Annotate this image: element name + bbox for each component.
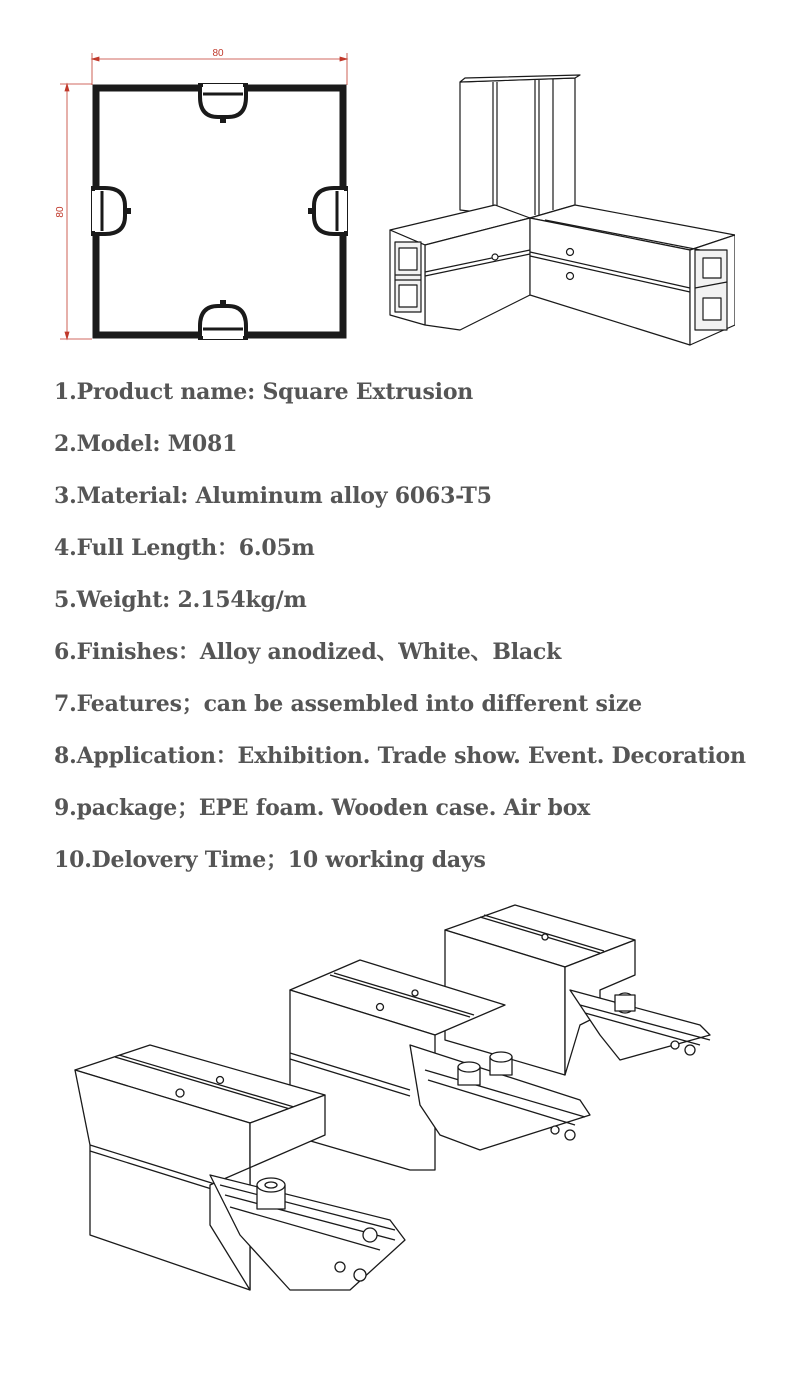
spec-weight: 5.Weight: 2.154kg/m: [54, 587, 307, 613]
profile-slots: [93, 85, 346, 338]
spec-product-name: 1.Product name: Square Extrusion: [54, 379, 474, 405]
spec-full-length: 4.Full Length：6.05m: [54, 535, 315, 561]
corner-assembly-drawing: [385, 70, 735, 350]
assembly-unit-back: [445, 905, 710, 1075]
profile-outline: [96, 88, 343, 335]
spec-features: 7.Features；can be assembled into different size: [54, 691, 642, 717]
width-dimension-label: 80: [212, 48, 224, 59]
spec-list: [54, 372, 774, 892]
spec-model: 2.Model: M081: [54, 431, 238, 457]
spec-material: 3.Material: Aluminum alloy 6063-T5: [54, 483, 492, 509]
spec-finishes: 6.Finishes：Alloy anodized、White、Black: [54, 639, 562, 665]
height-dimension-label: 80: [55, 206, 66, 218]
spec-application: 8.Application：Exhibition. Trade show. Event. Decoration: [54, 743, 746, 769]
spec-package: 9.package；EPE foam. Wooden case. Air box: [54, 795, 591, 821]
connector-assembly-drawing: [60, 895, 740, 1325]
profile-cross-section-drawing: [50, 45, 360, 345]
spec-delivery-time: 10.Delovery Time；10 working days: [54, 847, 486, 873]
